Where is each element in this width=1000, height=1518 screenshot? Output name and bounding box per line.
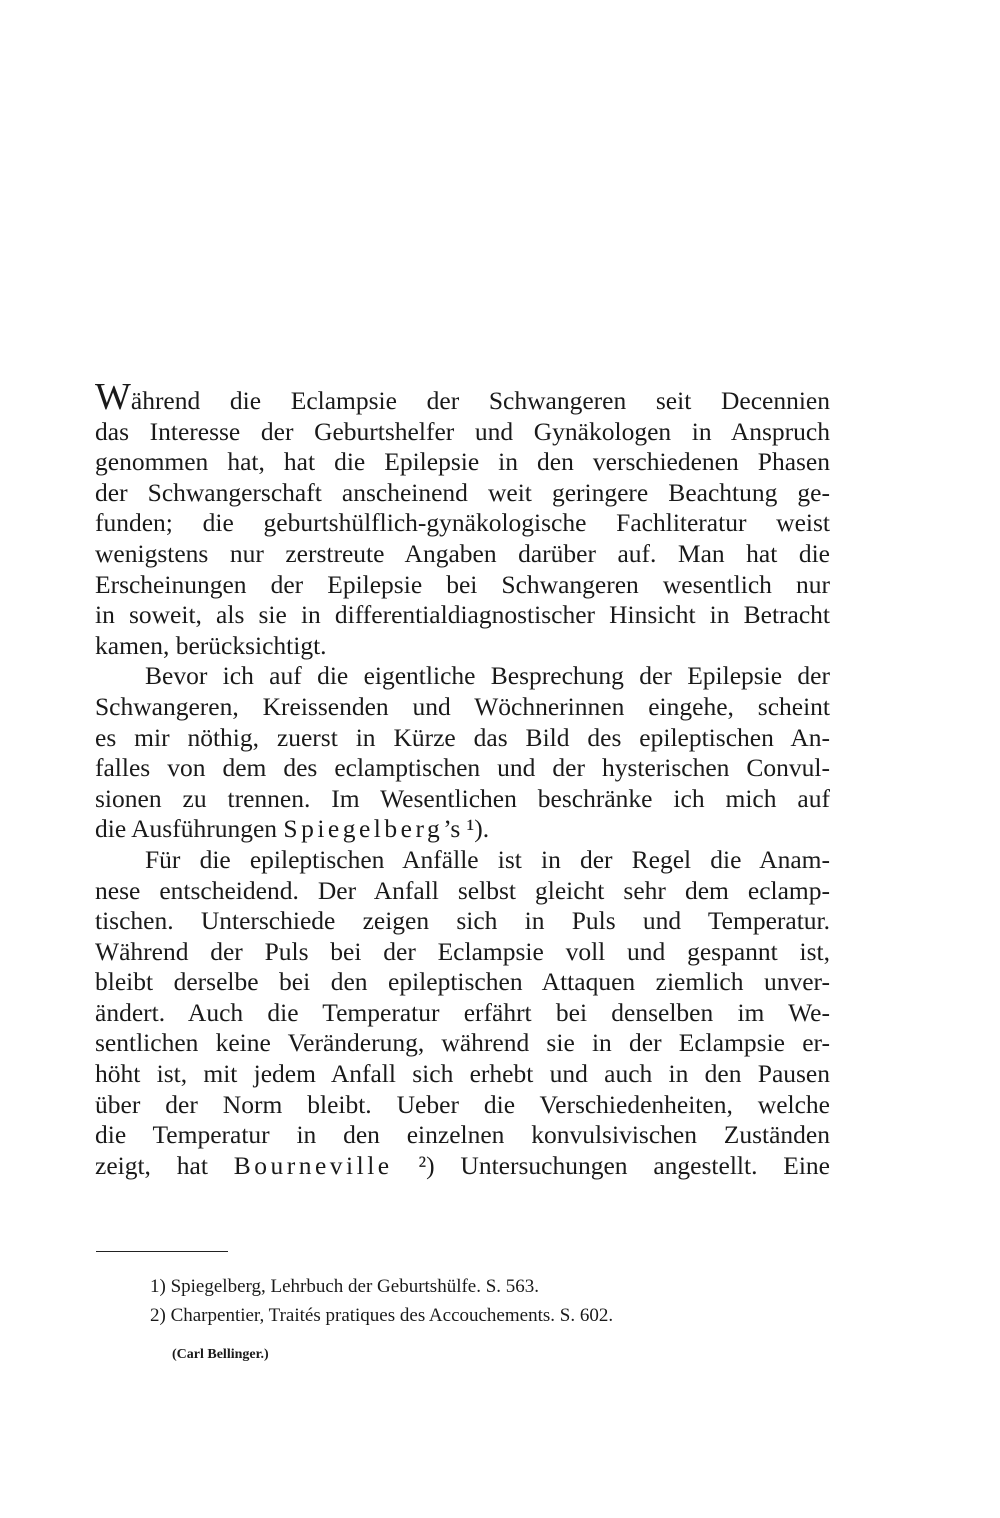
text-line: nese entscheidend. Der Anfall selbst gleicht sehr dem eclamp- (95, 875, 830, 905)
text-line: sionen zu trennen. Im Wesentlichen beschränke ich mich auf (95, 783, 830, 813)
text-line: höht ist, mit jedem Anfall sich erhebt und auch in den Pausen (95, 1059, 830, 1089)
footnotes (150, 1272, 800, 1330)
text-line: die Temperatur in den einzelnen konvulsivischen Zuständen (95, 1120, 830, 1150)
text-fragment: die Ausführungen (95, 814, 284, 844)
text-fragment: ²) Untersuchungen angestellt. Eine (392, 1150, 830, 1180)
text-line: genommen hat, hat die Epilepsie in den verschiedenen Phasen (95, 447, 830, 477)
footnote-rule (96, 1251, 228, 1252)
paragraph-2 (95, 661, 830, 845)
text-line: das Interesse der Geburtshelfer und Gynäkologen in Anspruch (95, 416, 830, 446)
paragraph-1 (95, 376, 830, 661)
text-line (95, 376, 830, 418)
text-fragment: zeigt, hat (95, 1150, 234, 1180)
footnote: 1) Spiegelberg, Lehrbuch der Geburtshülfe. S. 563. (150, 1276, 540, 1297)
text-line: wenigstens nur zerstreute Angaben darüber auf. Man hat die (95, 538, 830, 568)
body-text (95, 376, 830, 1181)
text-line: sentlichen keine Veränderung, während sie in der Eclampsie er- (95, 1028, 830, 1058)
text-fragment: ’s ¹). (443, 814, 490, 844)
text-line (95, 1151, 830, 1182)
text-line: tischen. Unterschiede zeigen sich in Puls und Temperatur. (95, 906, 830, 936)
text-line: Schwangeren, Kreissenden und Wöchnerinnen eingehe, scheint (95, 691, 830, 721)
text-line (95, 814, 830, 845)
author-name: Spiegelberg (283, 814, 444, 844)
printer-signature: (Carl Bellinger.) (172, 1347, 269, 1362)
text-line: bleibt derselbe bei den epileptischen Attaquen ziemlich unver- (95, 967, 830, 997)
text-line: in soweit, als sie in differentialdiagnostischer Hinsicht in Betracht (95, 600, 830, 630)
author-name: Bourneville (233, 1150, 393, 1180)
text-line: Bevor ich auf die eigentliche Besprechung der Epilepsie der (145, 661, 830, 691)
text-line: der Schwangerschaft anscheinend weit geringere Beachtung ge- (95, 477, 830, 507)
text-line: funden; die geburtshülflich-gynäkologische Fachliteratur weist (95, 508, 830, 538)
footnote: 2) Charpentier, Traités pratiques des Accouchements. S. 602. (150, 1305, 614, 1326)
text-line: Für die epileptischen Anfälle ist in der Regel die Anam- (145, 844, 830, 874)
text-line: ändert. Auch die Temperatur erfährt bei denselben im We- (95, 997, 830, 1027)
text-line: falles von dem des eclamptischen und der hysterischen Convul- (95, 753, 830, 783)
text-line: kamen, berücksichtigt. (95, 630, 327, 660)
text-line-content: ährend die Eclampsie der Schwangeren seit Decennien (130, 386, 830, 415)
drop-cap: W (95, 376, 131, 418)
text-line: es mir nöthig, zuerst in Kürze das Bild des epileptischen An- (95, 722, 830, 752)
text-line: Erscheinungen der Epilepsie bei Schwangeren wesentlich nur (95, 569, 830, 599)
text-line: Während der Puls bei der Eclampsie voll und gespannt ist, (95, 936, 830, 966)
paragraph-3 (95, 845, 830, 1182)
text-line: über der Norm bleibt. Ueber die Verschiedenheiten, welche (95, 1089, 830, 1119)
